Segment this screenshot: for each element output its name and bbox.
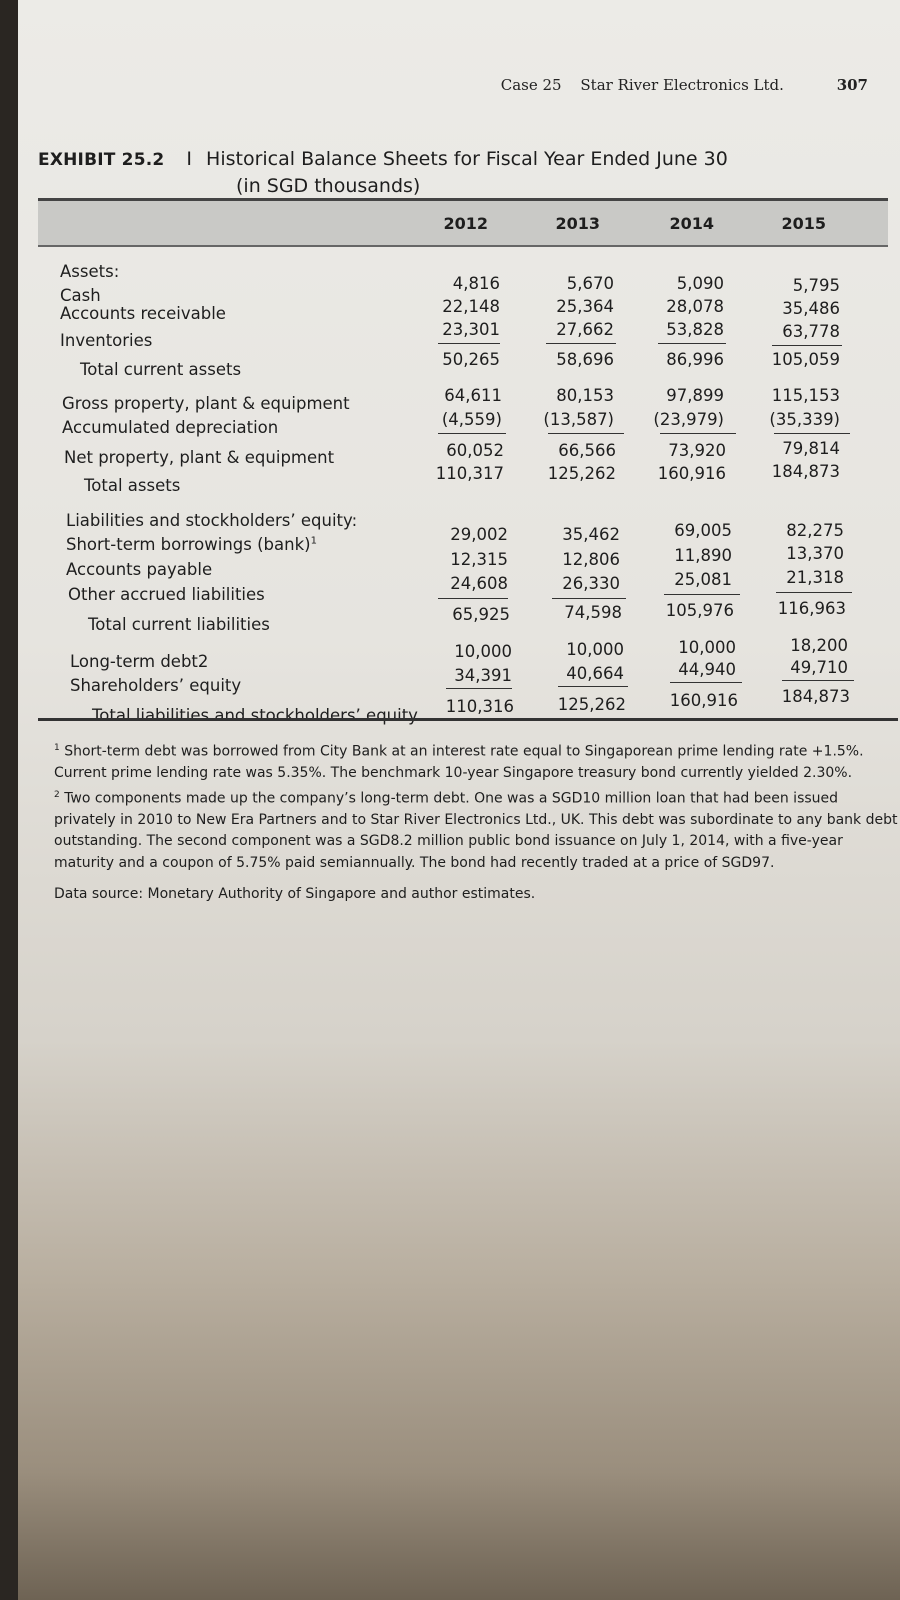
cell-value: 27,662 <box>556 320 614 339</box>
cell-value: 26,330 <box>562 574 620 593</box>
cell-value: 49,710 <box>790 658 848 677</box>
section-label-liabilities: Liabilities and stockholders’ equity: <box>66 511 358 530</box>
cell-value: 73,920 <box>668 441 726 460</box>
exhibit-separator: I <box>186 148 193 170</box>
row-label: Short-term borrowings (bank)$^1$ <box>66 535 317 554</box>
cell-value: 160,916 <box>657 464 726 483</box>
cell-value: 74,598 <box>564 603 622 622</box>
section-label-assets: Assets: <box>60 262 120 281</box>
cell-value: 11,890 <box>674 546 732 565</box>
company-name: Star River Electronics Ltd. <box>580 76 784 94</box>
cell-value: 44,940 <box>678 660 736 679</box>
underline <box>776 592 852 593</box>
cell-value: 125,262 <box>547 464 616 483</box>
cell-value: 79,814 <box>782 439 840 458</box>
year-header: 2012 <box>443 214 488 233</box>
cell-value: 63,778 <box>782 322 840 341</box>
cell-value: 53,828 <box>666 320 724 339</box>
underline <box>546 343 616 344</box>
exhibit-title-block <box>38 146 878 199</box>
year-header: 2015 <box>781 214 826 233</box>
cell-value: 35,462 <box>562 525 620 544</box>
row-label: Shareholders’ equity <box>70 676 242 695</box>
table-bottom-rule <box>38 718 898 721</box>
cell-value: 4,816 <box>452 274 500 293</box>
cell-value: 24,608 <box>450 574 508 593</box>
cell-value: (13,587) <box>543 410 614 429</box>
underline <box>782 680 854 681</box>
cell-value: 105,976 <box>665 601 734 620</box>
exhibit-title: Historical Balance Sheets for Fiscal Year Ended June 30 <box>206 148 728 170</box>
underline <box>772 345 842 346</box>
row-label: Accounts receivable <box>60 304 226 323</box>
cell-value: 23,301 <box>442 320 500 339</box>
year-header: 2013 <box>555 214 600 233</box>
underline <box>664 594 740 595</box>
cell-value: 160,916 <box>669 691 738 710</box>
exhibit-subtitle: (in SGD thousands) <box>236 175 421 197</box>
page-number: 307 <box>836 76 868 94</box>
cell-value: 184,873 <box>771 462 840 481</box>
underline <box>552 598 626 599</box>
cell-value: 25,364 <box>556 297 614 316</box>
cell-value: 80,153 <box>556 386 614 405</box>
cell-value: 64,611 <box>444 386 502 405</box>
underline <box>438 343 500 344</box>
cell-value: 116,963 <box>777 599 846 618</box>
cell-value: 66,566 <box>558 441 616 460</box>
cell-value: 65,925 <box>452 605 510 624</box>
underline <box>670 682 742 683</box>
cell-value: 10,000 <box>566 640 624 659</box>
cell-value: 58,696 <box>556 350 614 369</box>
cell-value: 110,316 <box>445 697 514 716</box>
year-header: 2014 <box>669 214 714 233</box>
row-label: Gross property, plant & equipment <box>62 394 350 413</box>
cell-value: 50,265 <box>442 350 500 369</box>
cell-value: 69,005 <box>674 521 732 540</box>
book-page <box>18 0 900 1600</box>
cell-value: 125,262 <box>557 695 626 714</box>
cell-value: 105,059 <box>771 350 840 369</box>
underline <box>558 686 628 687</box>
cell-value: 5,090 <box>676 274 724 293</box>
cell-value: 10,000 <box>678 638 736 657</box>
row-label: Inventories <box>60 331 153 350</box>
cell-value: 22,148 <box>442 297 500 316</box>
row-label: Total current liabilities <box>88 615 270 634</box>
cell-value: 13,370 <box>786 544 844 563</box>
cell-value: 110,317 <box>435 464 504 483</box>
cell-value: 28,078 <box>666 297 724 316</box>
cell-value: 29,002 <box>450 525 508 544</box>
cell-value: 40,664 <box>566 664 624 683</box>
footnote-1: $^1$ Short-term debt was borrowed from City Bank at an interest rate equal to Singaporean prime lending rate +1.5%. Current prime lending rate was 5.35%. The benchmark 10-year Singapore treasury bond currently yielded 2.30%. <box>54 743 864 782</box>
underline <box>660 433 736 434</box>
cell-value: 25,081 <box>674 570 732 589</box>
underline <box>774 433 850 434</box>
cell-value: 34,391 <box>454 666 512 685</box>
underline <box>446 688 512 689</box>
data-source-note: Data source: Monetary Authority of Singapore and author estimates. <box>54 886 536 903</box>
row-label: Total liabilities and stockholders’ equity <box>92 706 418 725</box>
row-label: Total current assets <box>80 360 242 379</box>
cell-value: 35,486 <box>782 299 840 318</box>
row-label: Accumulated depreciation <box>62 418 279 437</box>
cell-value: 12,806 <box>562 550 620 569</box>
cell-value: 184,873 <box>781 687 850 706</box>
row-label: Other accrued liabilities <box>68 585 265 604</box>
footnote-2: $^2$ Two components made up the company’s long-term debt. One was a SGD10 million loan that had been issued privately in 2010 to New Era Partners and to Star River Electronics Ltd., UK. This debt was subordinate to any bank debt outstanding. The second component was a SGD8.2 million public bond issuance on July 1, 2014, with a five-year maturity and a coupon of 5.75% paid semiannually. The bond had recently traded at a price of SGD97. <box>54 789 898 871</box>
cell-value: 115,153 <box>771 386 840 405</box>
row-label: Long-term debt2 <box>70 652 209 671</box>
row-label: Cash <box>60 286 101 305</box>
cell-value: 86,996 <box>666 350 724 369</box>
row-label: Net property, plant & equipment <box>64 448 335 467</box>
row-label: Total assets <box>84 476 181 495</box>
cell-value: 97,899 <box>666 386 724 405</box>
cell-value: (23,979) <box>653 410 724 429</box>
underline <box>658 343 726 344</box>
underline <box>438 598 508 599</box>
case-number: Case 25 <box>500 76 562 94</box>
cell-value: 18,200 <box>790 636 848 655</box>
cell-value: 12,315 <box>450 550 508 569</box>
cell-value: 5,795 <box>792 276 840 295</box>
running-header <box>18 76 868 94</box>
exhibit-label: EXHIBIT 25.2 <box>38 150 165 170</box>
cell-value: (35,339) <box>769 410 840 429</box>
underline <box>548 433 624 434</box>
cell-value: 82,275 <box>786 521 844 540</box>
cell-value: 10,000 <box>454 642 512 661</box>
cell-value: 5,670 <box>566 274 614 293</box>
cell-value: 60,052 <box>446 441 504 460</box>
footnotes <box>54 738 899 906</box>
underline <box>438 433 506 434</box>
cell-value: (4,559) <box>441 410 502 429</box>
row-label: Accounts payable <box>66 560 213 579</box>
cell-value: 21,318 <box>786 568 844 587</box>
